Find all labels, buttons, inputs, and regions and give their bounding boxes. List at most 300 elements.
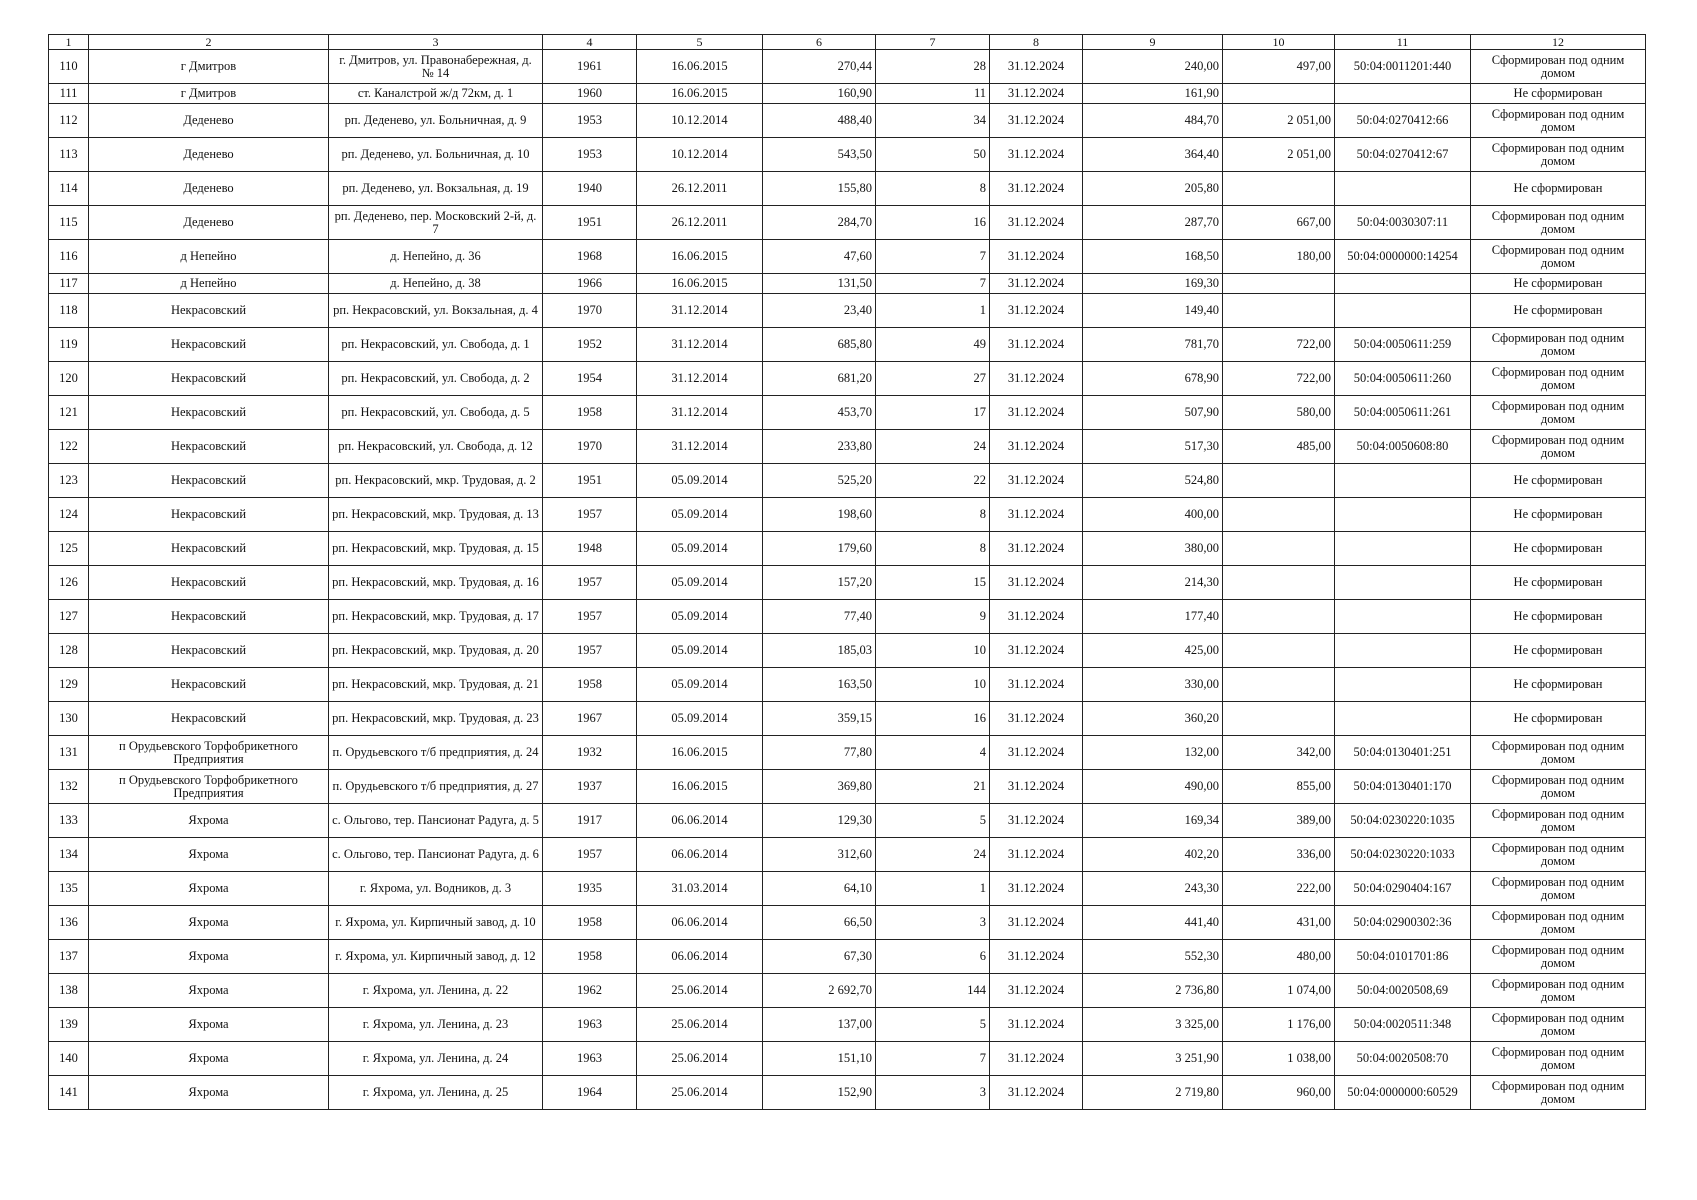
row-number: 124 [49,498,89,532]
residents-cell: 15 [876,566,990,600]
settlement-cell: г Дмитров [89,84,329,104]
column-header: 4 [543,35,637,50]
cadastral-number-cell: 50:04:0270412:66 [1335,104,1471,138]
table-row [49,50,1646,84]
date-cell: 06.06.2014 [637,940,763,974]
row-number: 119 [49,328,89,362]
address-cell: рп. Некрасовский, ул. Вокзальная, д. 4 [329,294,543,328]
cadastral-number-cell [1335,84,1471,104]
deadline-cell: 31.12.2024 [990,770,1083,804]
table-row [49,430,1646,464]
address-cell: рп. Деденево, ул. Вокзальная, д. 19 [329,172,543,206]
row-number: 117 [49,274,89,294]
row-number: 120 [49,362,89,396]
address-cell: рп. Некрасовский, мкр. Трудовая, д. 15 [329,532,543,566]
area-cell: 284,70 [763,206,876,240]
cadastral-number-cell [1335,600,1471,634]
year-cell: 1917 [543,804,637,838]
address-cell: рп. Некрасовский, ул. Свобода, д. 1 [329,328,543,362]
status-cell: Сформирован под одним домом [1471,138,1646,172]
date-cell: 05.09.2014 [637,600,763,634]
year-cell: 1958 [543,940,637,974]
residents-cell: 24 [876,838,990,872]
area-total-cell: 287,70 [1083,206,1223,240]
land-area-cell: 480,00 [1223,940,1335,974]
table-row [49,838,1646,872]
area-total-cell: 168,50 [1083,240,1223,274]
cadastral-number-cell [1335,464,1471,498]
area-total-cell: 177,40 [1083,600,1223,634]
column-header: 7 [876,35,990,50]
area-cell: 131,50 [763,274,876,294]
address-cell: рп. Деденево, ул. Больничная, д. 9 [329,104,543,138]
row-number: 122 [49,430,89,464]
residents-cell: 6 [876,940,990,974]
year-cell: 1932 [543,736,637,770]
land-area-cell [1223,84,1335,104]
table-row [49,206,1646,240]
cadastral-number-cell [1335,668,1471,702]
status-cell: Не сформирован [1471,464,1646,498]
settlement-cell: Деденево [89,172,329,206]
land-area-cell: 855,00 [1223,770,1335,804]
deadline-cell: 31.12.2024 [990,430,1083,464]
deadline-cell: 31.12.2024 [990,172,1083,206]
area-total-cell: 330,00 [1083,668,1223,702]
status-cell: Не сформирован [1471,498,1646,532]
settlement-cell: Яхрома [89,940,329,974]
deadline-cell: 31.12.2024 [990,1042,1083,1076]
residents-cell: 1 [876,872,990,906]
status-cell: Сформирован под одним домом [1471,872,1646,906]
date-cell: 25.06.2014 [637,1008,763,1042]
deadline-cell: 31.12.2024 [990,600,1083,634]
settlement-cell: Некрасовский [89,634,329,668]
settlement-cell: Некрасовский [89,430,329,464]
residents-cell: 1 [876,294,990,328]
date-cell: 06.06.2014 [637,906,763,940]
area-total-cell: 169,30 [1083,274,1223,294]
residents-cell: 24 [876,430,990,464]
row-number: 126 [49,566,89,600]
row-number: 111 [49,84,89,104]
year-cell: 1951 [543,206,637,240]
residents-cell: 21 [876,770,990,804]
residents-cell: 3 [876,906,990,940]
area-total-cell: 402,20 [1083,838,1223,872]
status-cell: Не сформирован [1471,634,1646,668]
table-row [49,974,1646,1008]
status-cell: Сформирован под одним домом [1471,362,1646,396]
deadline-cell: 31.12.2024 [990,532,1083,566]
table-row [49,294,1646,328]
address-cell: с. Ольгово, тер. Пансионат Радуга, д. 5 [329,804,543,838]
area-total-cell: 507,90 [1083,396,1223,430]
cadastral-number-cell [1335,498,1471,532]
address-cell: рп. Деденево, пер. Московский 2-й, д. 7 [329,206,543,240]
date-cell: 25.06.2014 [637,1042,763,1076]
column-header: 3 [329,35,543,50]
date-cell: 05.09.2014 [637,702,763,736]
table-row [49,240,1646,274]
area-cell: 312,60 [763,838,876,872]
area-cell: 270,44 [763,50,876,84]
area-cell: 157,20 [763,566,876,600]
land-area-cell: 180,00 [1223,240,1335,274]
status-cell: Сформирован под одним домом [1471,50,1646,84]
area-total-cell: 517,30 [1083,430,1223,464]
table-row [49,736,1646,770]
row-number: 137 [49,940,89,974]
year-cell: 1970 [543,430,637,464]
date-cell: 26.12.2011 [637,206,763,240]
status-cell: Сформирован под одним домом [1471,804,1646,838]
table-row [49,668,1646,702]
date-cell: 16.06.2015 [637,50,763,84]
address-cell: г. Яхрома, ул. Кирпичный завод, д. 12 [329,940,543,974]
deadline-cell: 31.12.2024 [990,1008,1083,1042]
deadline-cell: 31.12.2024 [990,736,1083,770]
year-cell: 1964 [543,1076,637,1110]
row-number: 131 [49,736,89,770]
deadline-cell: 31.12.2024 [990,294,1083,328]
area-cell: 198,60 [763,498,876,532]
status-cell: Сформирован под одним домом [1471,1008,1646,1042]
year-cell: 1958 [543,668,637,702]
status-cell: Не сформирован [1471,702,1646,736]
area-total-cell: 132,00 [1083,736,1223,770]
year-cell: 1957 [543,600,637,634]
residents-cell: 10 [876,668,990,702]
land-area-cell: 222,00 [1223,872,1335,906]
date-cell: 06.06.2014 [637,838,763,872]
cadastral-number-cell: 50:04:0050608:80 [1335,430,1471,464]
status-cell: Не сформирован [1471,172,1646,206]
cadastral-number-cell: 50:04:02900302:36 [1335,906,1471,940]
address-cell: г. Яхрома, ул. Водников, д. 3 [329,872,543,906]
row-number: 129 [49,668,89,702]
land-area-cell [1223,464,1335,498]
status-cell: Сформирован под одним домом [1471,430,1646,464]
deadline-cell: 31.12.2024 [990,804,1083,838]
date-cell: 16.06.2015 [637,736,763,770]
cadastral-number-cell: 50:04:0130401:170 [1335,770,1471,804]
settlement-cell: Некрасовский [89,464,329,498]
settlement-cell: Яхрома [89,838,329,872]
status-cell: Сформирован под одним домом [1471,974,1646,1008]
cadastral-number-cell: 50:04:0050611:261 [1335,396,1471,430]
deadline-cell: 31.12.2024 [990,464,1083,498]
residents-cell: 144 [876,974,990,1008]
date-cell: 05.09.2014 [637,498,763,532]
address-cell: ст. Каналстрой ж/д 72км, д. 1 [329,84,543,104]
area-total-cell: 678,90 [1083,362,1223,396]
table-row [49,464,1646,498]
area-cell: 66,50 [763,906,876,940]
year-cell: 1957 [543,498,637,532]
address-cell: рп. Некрасовский, мкр. Трудовая, д. 16 [329,566,543,600]
land-area-cell: 336,00 [1223,838,1335,872]
area-total-cell: 441,40 [1083,906,1223,940]
land-area-cell [1223,668,1335,702]
cadastral-number-cell: 50:04:0230220:1033 [1335,838,1471,872]
area-total-cell: 149,40 [1083,294,1223,328]
row-number: 128 [49,634,89,668]
address-cell: д. Непейно, д. 38 [329,274,543,294]
land-area-cell: 722,00 [1223,328,1335,362]
deadline-cell: 31.12.2024 [990,138,1083,172]
area-cell: 155,80 [763,172,876,206]
residents-cell: 16 [876,702,990,736]
cadastral-number-cell: 50:04:0020508:70 [1335,1042,1471,1076]
area-cell: 137,00 [763,1008,876,1042]
area-total-cell: 484,70 [1083,104,1223,138]
date-cell: 31.12.2014 [637,396,763,430]
residents-cell: 9 [876,600,990,634]
cadastral-number-cell [1335,294,1471,328]
area-cell: 2 692,70 [763,974,876,1008]
status-cell: Сформирован под одним домом [1471,906,1646,940]
area-total-cell: 3 325,00 [1083,1008,1223,1042]
date-cell: 05.09.2014 [637,634,763,668]
land-area-cell: 2 051,00 [1223,104,1335,138]
residents-cell: 7 [876,274,990,294]
settlement-cell: п Орудьевского Торфобрикетного Предприятия [89,736,329,770]
land-area-cell: 1 074,00 [1223,974,1335,1008]
row-number: 123 [49,464,89,498]
deadline-cell: 31.12.2024 [990,104,1083,138]
settlement-cell: Яхрома [89,804,329,838]
table-row [49,328,1646,362]
row-number: 141 [49,1076,89,1110]
area-cell: 152,90 [763,1076,876,1110]
status-cell: Сформирован под одним домом [1471,838,1646,872]
settlement-cell: Некрасовский [89,362,329,396]
deadline-cell: 31.12.2024 [990,668,1083,702]
cadastral-number-cell: 50:04:0130401:251 [1335,736,1471,770]
deadline-cell: 31.12.2024 [990,1076,1083,1110]
table-row [49,532,1646,566]
residents-cell: 49 [876,328,990,362]
cadastral-number-cell [1335,274,1471,294]
year-cell: 1967 [543,702,637,736]
year-cell: 1958 [543,396,637,430]
row-number: 133 [49,804,89,838]
deadline-cell: 31.12.2024 [990,906,1083,940]
table-row [49,872,1646,906]
cadastral-number-cell: 50:04:0101701:86 [1335,940,1471,974]
row-number: 116 [49,240,89,274]
row-number: 136 [49,906,89,940]
row-number: 139 [49,1008,89,1042]
settlement-cell: г Дмитров [89,50,329,84]
area-cell: 179,60 [763,532,876,566]
land-area-cell [1223,634,1335,668]
status-cell: Сформирован под одним домом [1471,240,1646,274]
land-area-cell: 722,00 [1223,362,1335,396]
row-number: 118 [49,294,89,328]
deadline-cell: 31.12.2024 [990,396,1083,430]
area-total-cell: 425,00 [1083,634,1223,668]
cadastral-number-cell: 50:04:0050611:259 [1335,328,1471,362]
area-cell: 525,20 [763,464,876,498]
area-cell: 77,40 [763,600,876,634]
address-cell: рп. Некрасовский, мкр. Трудовая, д. 13 [329,498,543,532]
row-number: 127 [49,600,89,634]
residents-cell: 3 [876,1076,990,1110]
date-cell: 31.12.2014 [637,362,763,396]
date-cell: 31.12.2014 [637,294,763,328]
table-row [49,138,1646,172]
cadastral-number-cell: 50:04:0050611:260 [1335,362,1471,396]
settlement-cell: Некрасовский [89,328,329,362]
status-cell: Не сформирован [1471,294,1646,328]
year-cell: 1937 [543,770,637,804]
address-cell: с. Ольгово, тер. Пансионат Радуга, д. 6 [329,838,543,872]
area-cell: 488,40 [763,104,876,138]
area-cell: 77,80 [763,736,876,770]
table-row [49,770,1646,804]
date-cell: 26.12.2011 [637,172,763,206]
year-cell: 1966 [543,274,637,294]
land-area-cell [1223,702,1335,736]
area-total-cell: 240,00 [1083,50,1223,84]
settlement-cell: Некрасовский [89,498,329,532]
row-number: 110 [49,50,89,84]
address-cell: рп. Некрасовский, мкр. Трудовая, д. 20 [329,634,543,668]
land-area-cell: 389,00 [1223,804,1335,838]
residents-cell: 7 [876,240,990,274]
deadline-cell: 31.12.2024 [990,702,1083,736]
area-cell: 453,70 [763,396,876,430]
land-area-cell [1223,600,1335,634]
housing-table [48,34,1646,1110]
year-cell: 1952 [543,328,637,362]
date-cell: 05.09.2014 [637,566,763,600]
address-cell: рп. Некрасовский, мкр. Трудовая, д. 23 [329,702,543,736]
column-header-row [49,35,1646,50]
cadastral-number-cell: 50:04:0270412:67 [1335,138,1471,172]
status-cell: Не сформирован [1471,84,1646,104]
status-cell: Не сформирован [1471,532,1646,566]
area-total-cell: 524,80 [1083,464,1223,498]
year-cell: 1940 [543,172,637,206]
year-cell: 1954 [543,362,637,396]
area-cell: 163,50 [763,668,876,702]
address-cell: г. Дмитров, ул. Правонабережная, д. № 14 [329,50,543,84]
address-cell: рп. Некрасовский, ул. Свобода, д. 12 [329,430,543,464]
year-cell: 1948 [543,532,637,566]
residents-cell: 16 [876,206,990,240]
year-cell: 1968 [543,240,637,274]
table-row [49,702,1646,736]
date-cell: 05.09.2014 [637,532,763,566]
year-cell: 1963 [543,1042,637,1076]
area-cell: 64,10 [763,872,876,906]
residents-cell: 5 [876,804,990,838]
date-cell: 31.12.2014 [637,430,763,464]
cadastral-number-cell: 50:04:0011201:440 [1335,50,1471,84]
deadline-cell: 31.12.2024 [990,328,1083,362]
date-cell: 05.09.2014 [637,464,763,498]
year-cell: 1953 [543,138,637,172]
deadline-cell: 31.12.2024 [990,974,1083,1008]
residents-cell: 11 [876,84,990,104]
residents-cell: 7 [876,1042,990,1076]
column-header: 11 [1335,35,1471,50]
land-area-cell: 1 038,00 [1223,1042,1335,1076]
row-number: 135 [49,872,89,906]
area-total-cell: 400,00 [1083,498,1223,532]
area-cell: 681,20 [763,362,876,396]
settlement-cell: Деденево [89,104,329,138]
settlement-cell: Некрасовский [89,396,329,430]
cadastral-number-cell: 50:04:0030307:11 [1335,206,1471,240]
date-cell: 10.12.2014 [637,104,763,138]
land-area-cell [1223,566,1335,600]
cadastral-number-cell: 50:04:0000000:60529 [1335,1076,1471,1110]
status-cell: Сформирован под одним домом [1471,1042,1646,1076]
cadastral-number-cell [1335,566,1471,600]
settlement-cell: Яхрома [89,1008,329,1042]
area-cell: 359,15 [763,702,876,736]
cadastral-number-cell: 50:04:0290404:167 [1335,872,1471,906]
address-cell: рп. Некрасовский, мкр. Трудовая, д. 21 [329,668,543,702]
year-cell: 1957 [543,634,637,668]
area-total-cell: 364,40 [1083,138,1223,172]
area-total-cell: 205,80 [1083,172,1223,206]
area-cell: 543,50 [763,138,876,172]
area-total-cell: 169,34 [1083,804,1223,838]
area-cell: 369,80 [763,770,876,804]
row-number: 114 [49,172,89,206]
area-cell: 685,80 [763,328,876,362]
cadastral-number-cell [1335,532,1471,566]
table-row [49,906,1646,940]
settlement-cell: Яхрома [89,1042,329,1076]
area-total-cell: 161,90 [1083,84,1223,104]
status-cell: Сформирован под одним домом [1471,736,1646,770]
date-cell: 16.06.2015 [637,274,763,294]
land-area-cell: 497,00 [1223,50,1335,84]
table-row [49,1042,1646,1076]
column-header: 5 [637,35,763,50]
column-header: 10 [1223,35,1335,50]
cadastral-number-cell: 50:04:0000000:14254 [1335,240,1471,274]
settlement-cell: Некрасовский [89,702,329,736]
year-cell: 1963 [543,1008,637,1042]
column-header: 8 [990,35,1083,50]
table-row [49,104,1646,138]
year-cell: 1951 [543,464,637,498]
residents-cell: 4 [876,736,990,770]
table-row [49,566,1646,600]
status-cell: Сформирован под одним домом [1471,1076,1646,1110]
deadline-cell: 31.12.2024 [990,566,1083,600]
area-cell: 67,30 [763,940,876,974]
status-cell: Сформирован под одним домом [1471,940,1646,974]
address-cell: д. Непейно, д. 36 [329,240,543,274]
address-cell: г. Яхрома, ул. Ленина, д. 23 [329,1008,543,1042]
settlement-cell: п Орудьевского Торфобрикетного Предприятия [89,770,329,804]
deadline-cell: 31.12.2024 [990,940,1083,974]
status-cell: Не сформирован [1471,600,1646,634]
table-row [49,362,1646,396]
land-area-cell [1223,274,1335,294]
date-cell: 25.06.2014 [637,974,763,1008]
area-total-cell: 243,30 [1083,872,1223,906]
address-cell: рп. Некрасовский, мкр. Трудовая, д. 2 [329,464,543,498]
